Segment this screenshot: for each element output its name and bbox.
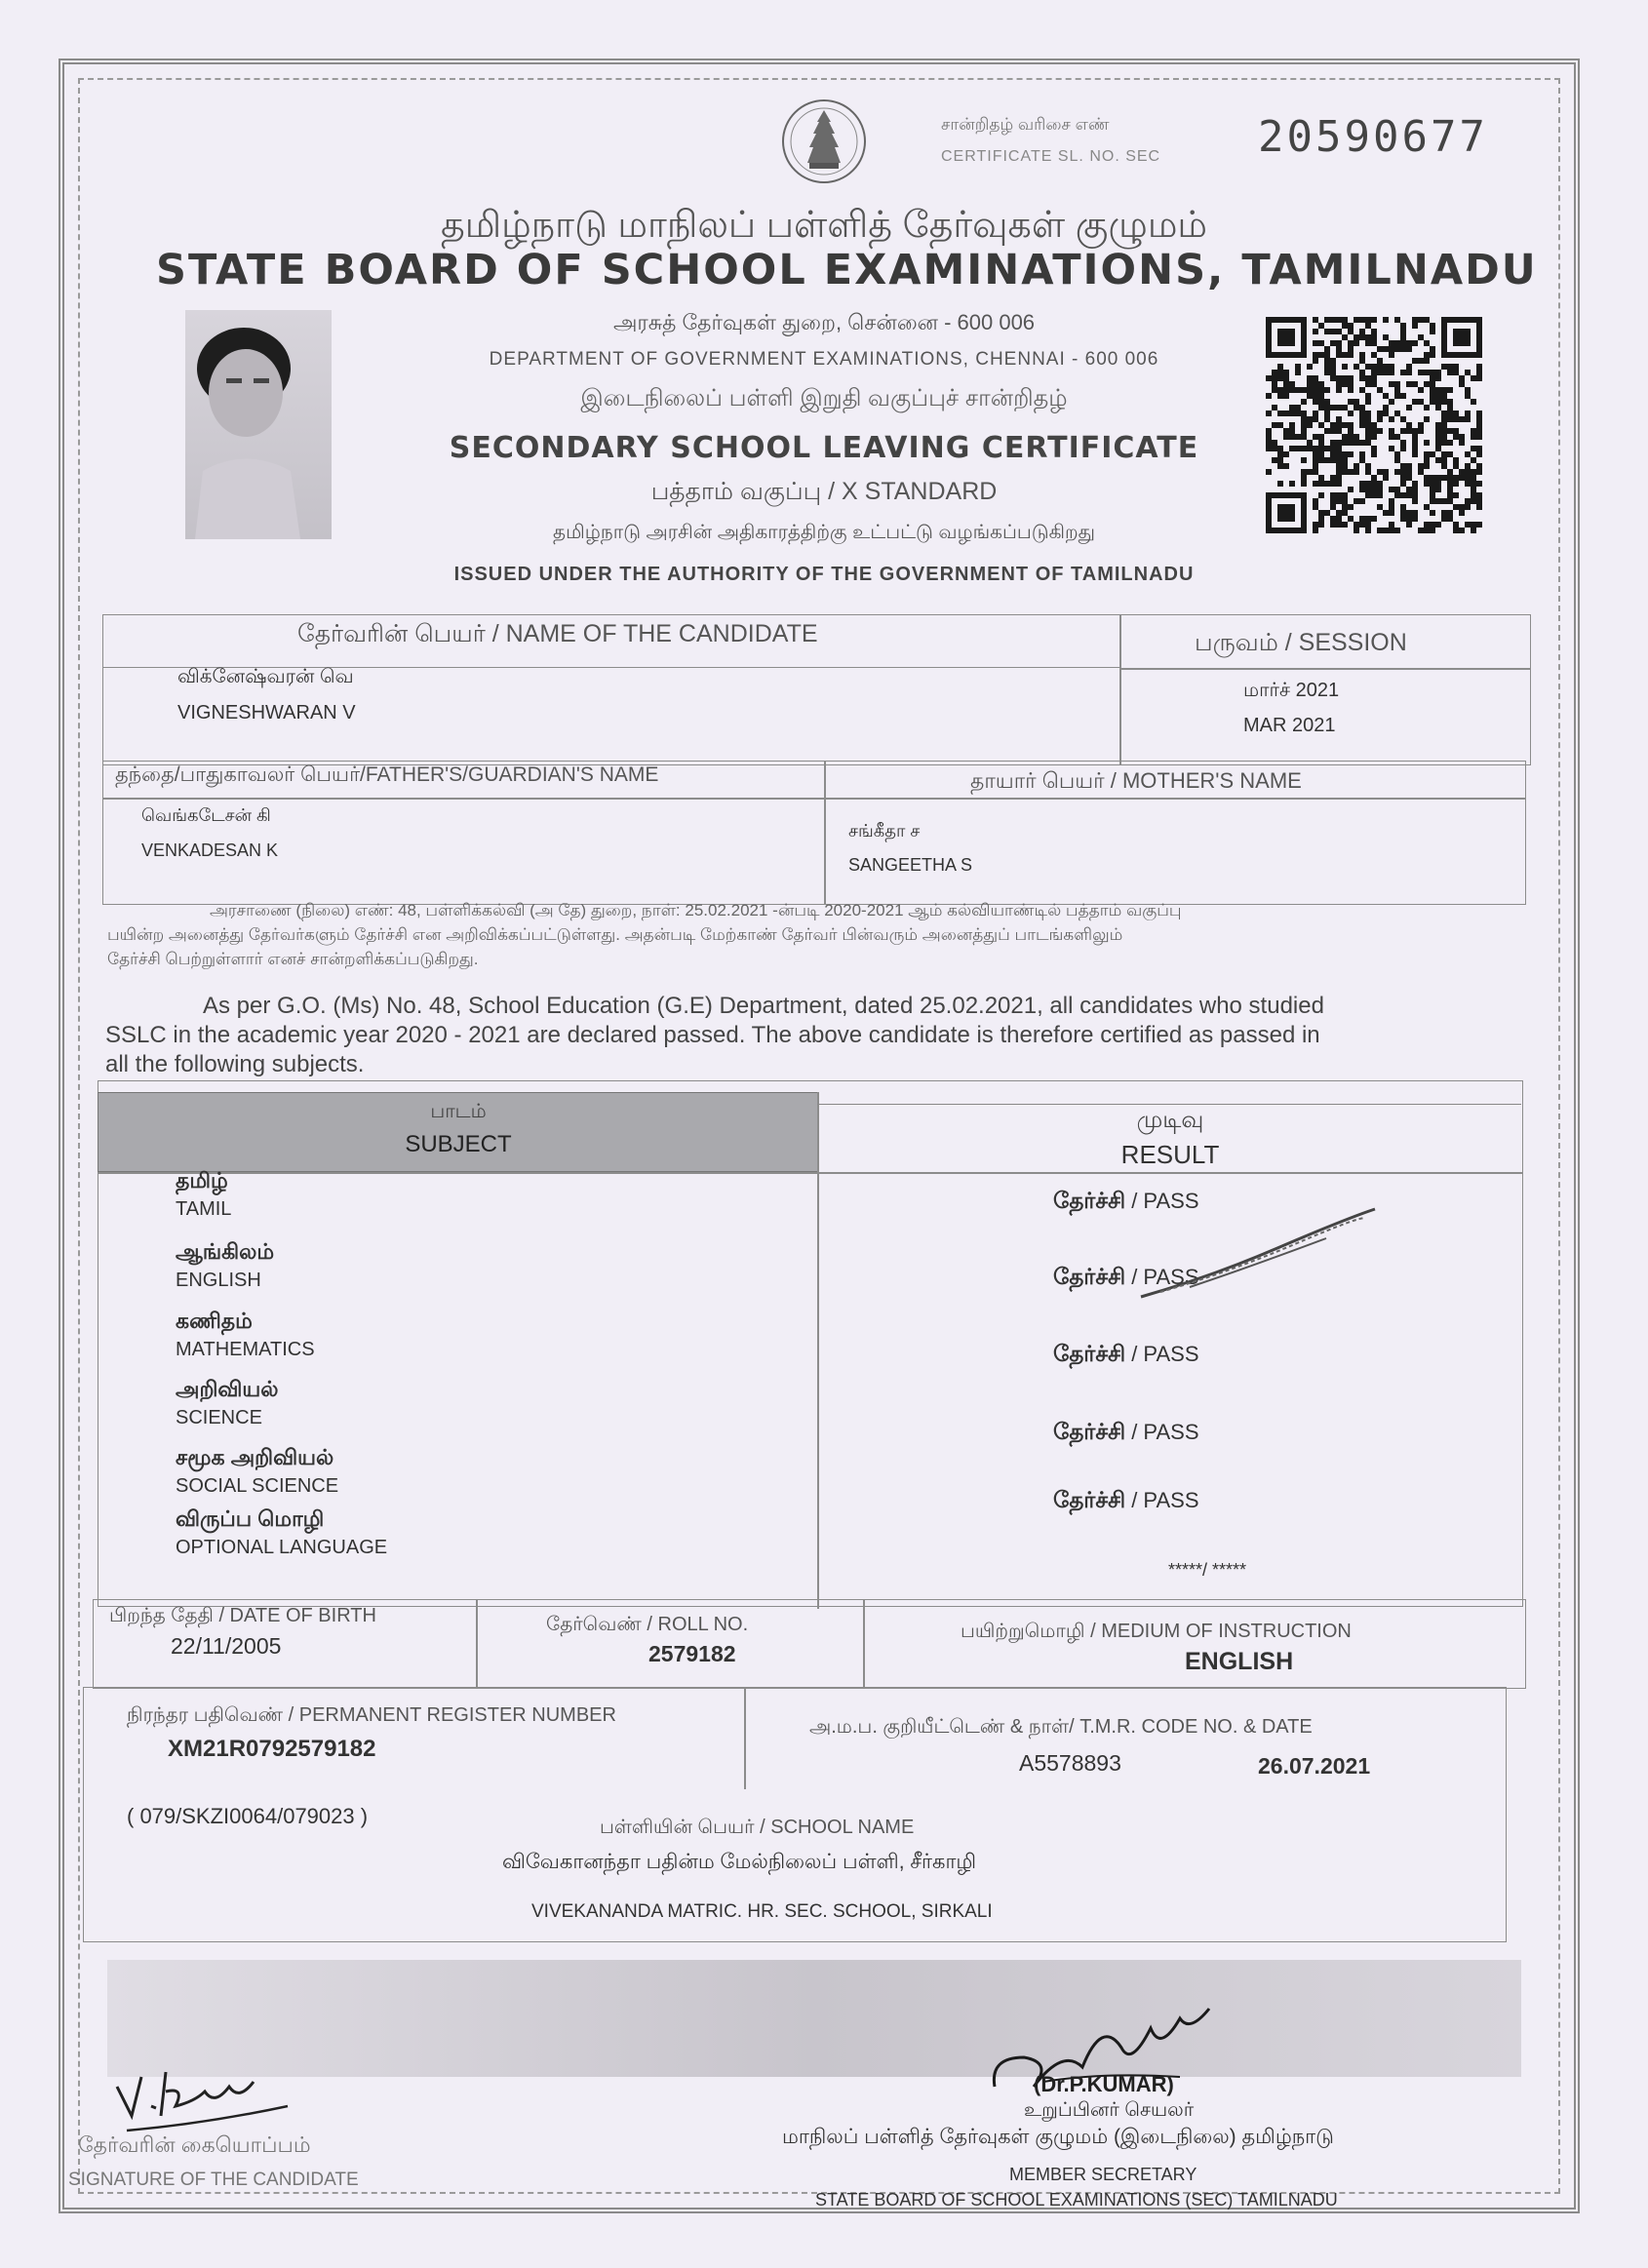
- subject-tamil: தமிழ்: [176, 1168, 228, 1193]
- candidate-name-tamil: விக்னேஷ்வரன் வெ: [177, 666, 354, 687]
- subject-tamil: விருப்ப மொழி: [176, 1506, 325, 1531]
- subject-row: [176, 1445, 338, 1498]
- subject-english: MATHEMATICS: [176, 1339, 315, 1360]
- certificate-serial-number: 20590677: [1258, 112, 1488, 162]
- officer-org-tamil: மாநிலப் பள்ளித் தேர்வுகள் குழுமம் (இடைநிலை) தமிழ்நாடு: [782, 2126, 1334, 2148]
- result-english: / PASS: [1131, 1420, 1199, 1444]
- result-english: / PASS: [1131, 1342, 1199, 1366]
- subject-row: [176, 1506, 387, 1559]
- authority-english: ISSUED UNDER THE AUTHORITY OF THE GOVERNMENT OF TAMILNADU: [453, 564, 1195, 585]
- subject-english: SCIENCE: [176, 1407, 262, 1428]
- session-value: MAR 2021: [1243, 715, 1336, 736]
- result-english: / PASS: [1131, 1488, 1199, 1512]
- result-tamil: தேர்ச்சி: [1053, 1341, 1126, 1366]
- certificate-title-tamil: இடைநிலைப் பள்ளி இறுதி வகுப்புச் சான்றிதழ்: [580, 385, 1068, 411]
- sl-label-english: CERTIFICATE SL. NO. SEC: [941, 148, 1161, 165]
- subject-tamil: சமூக அறிவியல்: [176, 1445, 334, 1469]
- verifier-initials-scribble: [1131, 1199, 1385, 1307]
- department-tamil: அரசுத் தேர்வுகள் துறை, சென்னை - 600 006: [612, 310, 1036, 334]
- declaration-english-1: As per G.O. (Ms) No. 48, School Education (G.E) Department, dated 25.02.2021, all candidates who studied: [203, 993, 1324, 1019]
- tmr-date: 26.07.2021: [1258, 1753, 1371, 1779]
- father-label: தந்தை/பாதுகாவலர் பெயர்/FATHER'S/GUARDIAN'S NAME: [115, 763, 659, 786]
- result-tamil: தேர்ச்சி: [1053, 1419, 1126, 1444]
- school-name-tamil: விவேகானந்தா பதின்ம மேல்நிலைப் பள்ளி, சீர்காழி: [502, 1851, 977, 1873]
- result-row: [1168, 1555, 1246, 1582]
- roll-value: 2579182: [648, 1641, 736, 1666]
- subject-english: ENGLISH: [176, 1270, 261, 1291]
- result-header-english: RESULT: [1120, 1140, 1220, 1169]
- mother-name: SANGEETHA S: [848, 855, 973, 875]
- session-label: பருவம் / SESSION: [1195, 629, 1407, 656]
- result-tamil: தேர்ச்சி: [1053, 1487, 1126, 1512]
- tmr-code: A5578893: [1019, 1750, 1121, 1776]
- result-tamil: தேர்ச்சி: [1053, 1188, 1126, 1213]
- officer-org: STATE BOARD OF SCHOOL EXAMINATIONS (SEC) TAMILNADU: [815, 2190, 1338, 2209]
- officer-name: (Dr.P.KUMAR): [1034, 2072, 1174, 2096]
- board-title-tamil: தமிழ்நாடு மாநிலப் பள்ளித் தேர்வுகள் குழுமம்: [440, 205, 1207, 246]
- dob-value: 22/11/2005: [171, 1633, 282, 1659]
- authority-tamil: தமிழ்நாடு அரசின் அதிகாரத்திற்கு உட்பட்டு வழங்கப்படுகிறது: [553, 522, 1095, 543]
- dob-label: பிறந்த தேதி / DATE OF BIRTH: [109, 1605, 376, 1626]
- father-name: VENKADESAN K: [141, 841, 279, 860]
- subject-row: [176, 1309, 315, 1361]
- result-english: *****/ *****: [1168, 1560, 1247, 1580]
- tmr-label: அ.ம.ப. குறியீட்டெண் & நாள்/ T.M.R. CODE NO. & DATE: [809, 1716, 1313, 1738]
- session-tamil: மார்ச் 2021: [1243, 680, 1340, 701]
- result-row: [1053, 1419, 1199, 1448]
- subject-english: OPTIONAL LANGUAGE: [176, 1537, 388, 1558]
- mother-label: தாயார் பெயர் / MOTHER'S NAME: [970, 768, 1302, 793]
- candidate-signature-label-tamil: தேர்வரின் கையொப்பம்: [78, 2132, 311, 2157]
- declaration-tamil-3: தேர்ச்சி பெற்றுள்ளார் எனச் சான்றளிக்கப்படுகிறது.: [107, 950, 479, 968]
- declaration-english-3: all the following subjects.: [105, 1051, 365, 1077]
- subject-tamil: அறிவியல்: [176, 1377, 279, 1401]
- subject-header-english: SUBJECT: [405, 1131, 512, 1157]
- register-number-label: நிரந்தர பதிவெண் / PERMANENT REGISTER NUMBER: [127, 1704, 616, 1726]
- subject-tamil: ஆங்கிலம்: [176, 1239, 275, 1264]
- school-code: ( 079/SKZI0064/079023 ): [127, 1804, 369, 1828]
- subject-english: TAMIL: [176, 1198, 232, 1220]
- candidate-photo: [185, 310, 332, 539]
- result-english: / PASS: [1131, 1265, 1199, 1289]
- declaration-tamil-2: பயின்ற அனைத்து தேர்வர்களும் தேர்ச்சி என அறிவிக்கப்பட்டுள்ளது. அதன்படி மேற்காண் தேர்வர் பின்வரும் அனைத்துப் பாடங்களிலும்: [107, 925, 1123, 944]
- result-english: / PASS: [1131, 1189, 1199, 1213]
- roll-label: தேர்வெண் / ROLL NO.: [546, 1614, 749, 1635]
- result-column-header: [819, 1104, 1521, 1172]
- subject-tamil: கணிதம்: [176, 1309, 253, 1333]
- subject-row: [176, 1239, 274, 1292]
- register-number: XM21R0792579182: [168, 1736, 376, 1762]
- medium-label: பயிற்றுமொழி / MEDIUM OF INSTRUCTION: [961, 1621, 1352, 1642]
- declaration-tamil-1: அரசாணை (நிலை) எண்: 48, பள்ளிக்கல்வி (அ தே) துறை, நாள்: 25.02.2021 -ன்படி 2020-2021 ஆம் கல்வியாண்டில் பத்தாம் வகுப்பு: [210, 901, 1182, 919]
- declaration-english-2: SSLC in the academic year 2020 - 2021 are declared passed. The above candidate is therefore certified as passed in: [105, 1022, 1320, 1048]
- sl-label-tamil: சான்றிதழ் வரிசை எண்: [941, 115, 1110, 134]
- signature-band: [107, 1960, 1521, 2077]
- board-title: STATE BOARD OF SCHOOL EXAMINATIONS, TAMILNADU: [156, 246, 1538, 294]
- result-row: [1053, 1341, 1199, 1370]
- subject-row: [176, 1377, 279, 1429]
- candidate-signature: [107, 2048, 302, 2135]
- officer-title-tamil: உறுப்பினர் செயலர்: [1024, 2099, 1195, 2121]
- result-row: [1053, 1487, 1199, 1516]
- result-header-tamil: முடிவு: [1136, 1107, 1204, 1133]
- mother-name-tamil: சங்கீதா ச: [848, 821, 921, 841]
- department-english: DEPARTMENT OF GOVERNMENT EXAMINATIONS, CHENNAI - 600 006: [489, 349, 1159, 370]
- subject-row: [176, 1168, 231, 1221]
- subject-column-header: [98, 1092, 819, 1172]
- father-name-tamil: வெங்கடேசன் கி: [141, 805, 271, 825]
- result-tamil: தேர்ச்சி: [1053, 1264, 1126, 1289]
- candidate-name: VIGNESHWARAN V: [177, 702, 356, 723]
- candidate-name-label: தேர்வரின் பெயர் / NAME OF THE CANDIDATE: [297, 620, 818, 647]
- school-name-label: பள்ளியின் பெயர் / SCHOOL NAME: [600, 1817, 915, 1838]
- qr-code: [1266, 317, 1482, 533]
- tamilnadu-emblem-icon: [780, 93, 868, 190]
- standard-label: பத்தாம் வகுப்பு / X STANDARD: [650, 478, 998, 505]
- school-name: VIVEKANANDA MATRIC. HR. SEC. SCHOOL, SIRKALI: [531, 1901, 993, 1922]
- candidate-signature-label: SIGNATURE OF THE CANDIDATE: [68, 2170, 359, 2190]
- subject-english: SOCIAL SCIENCE: [176, 1475, 339, 1497]
- medium-value: ENGLISH: [1185, 1648, 1294, 1675]
- subject-header-tamil: பாடம்: [430, 1101, 487, 1122]
- officer-title: MEMBER SECRETARY: [1009, 2165, 1197, 2184]
- certificate-title: SECONDARY SCHOOL LEAVING CERTIFICATE: [449, 431, 1199, 465]
